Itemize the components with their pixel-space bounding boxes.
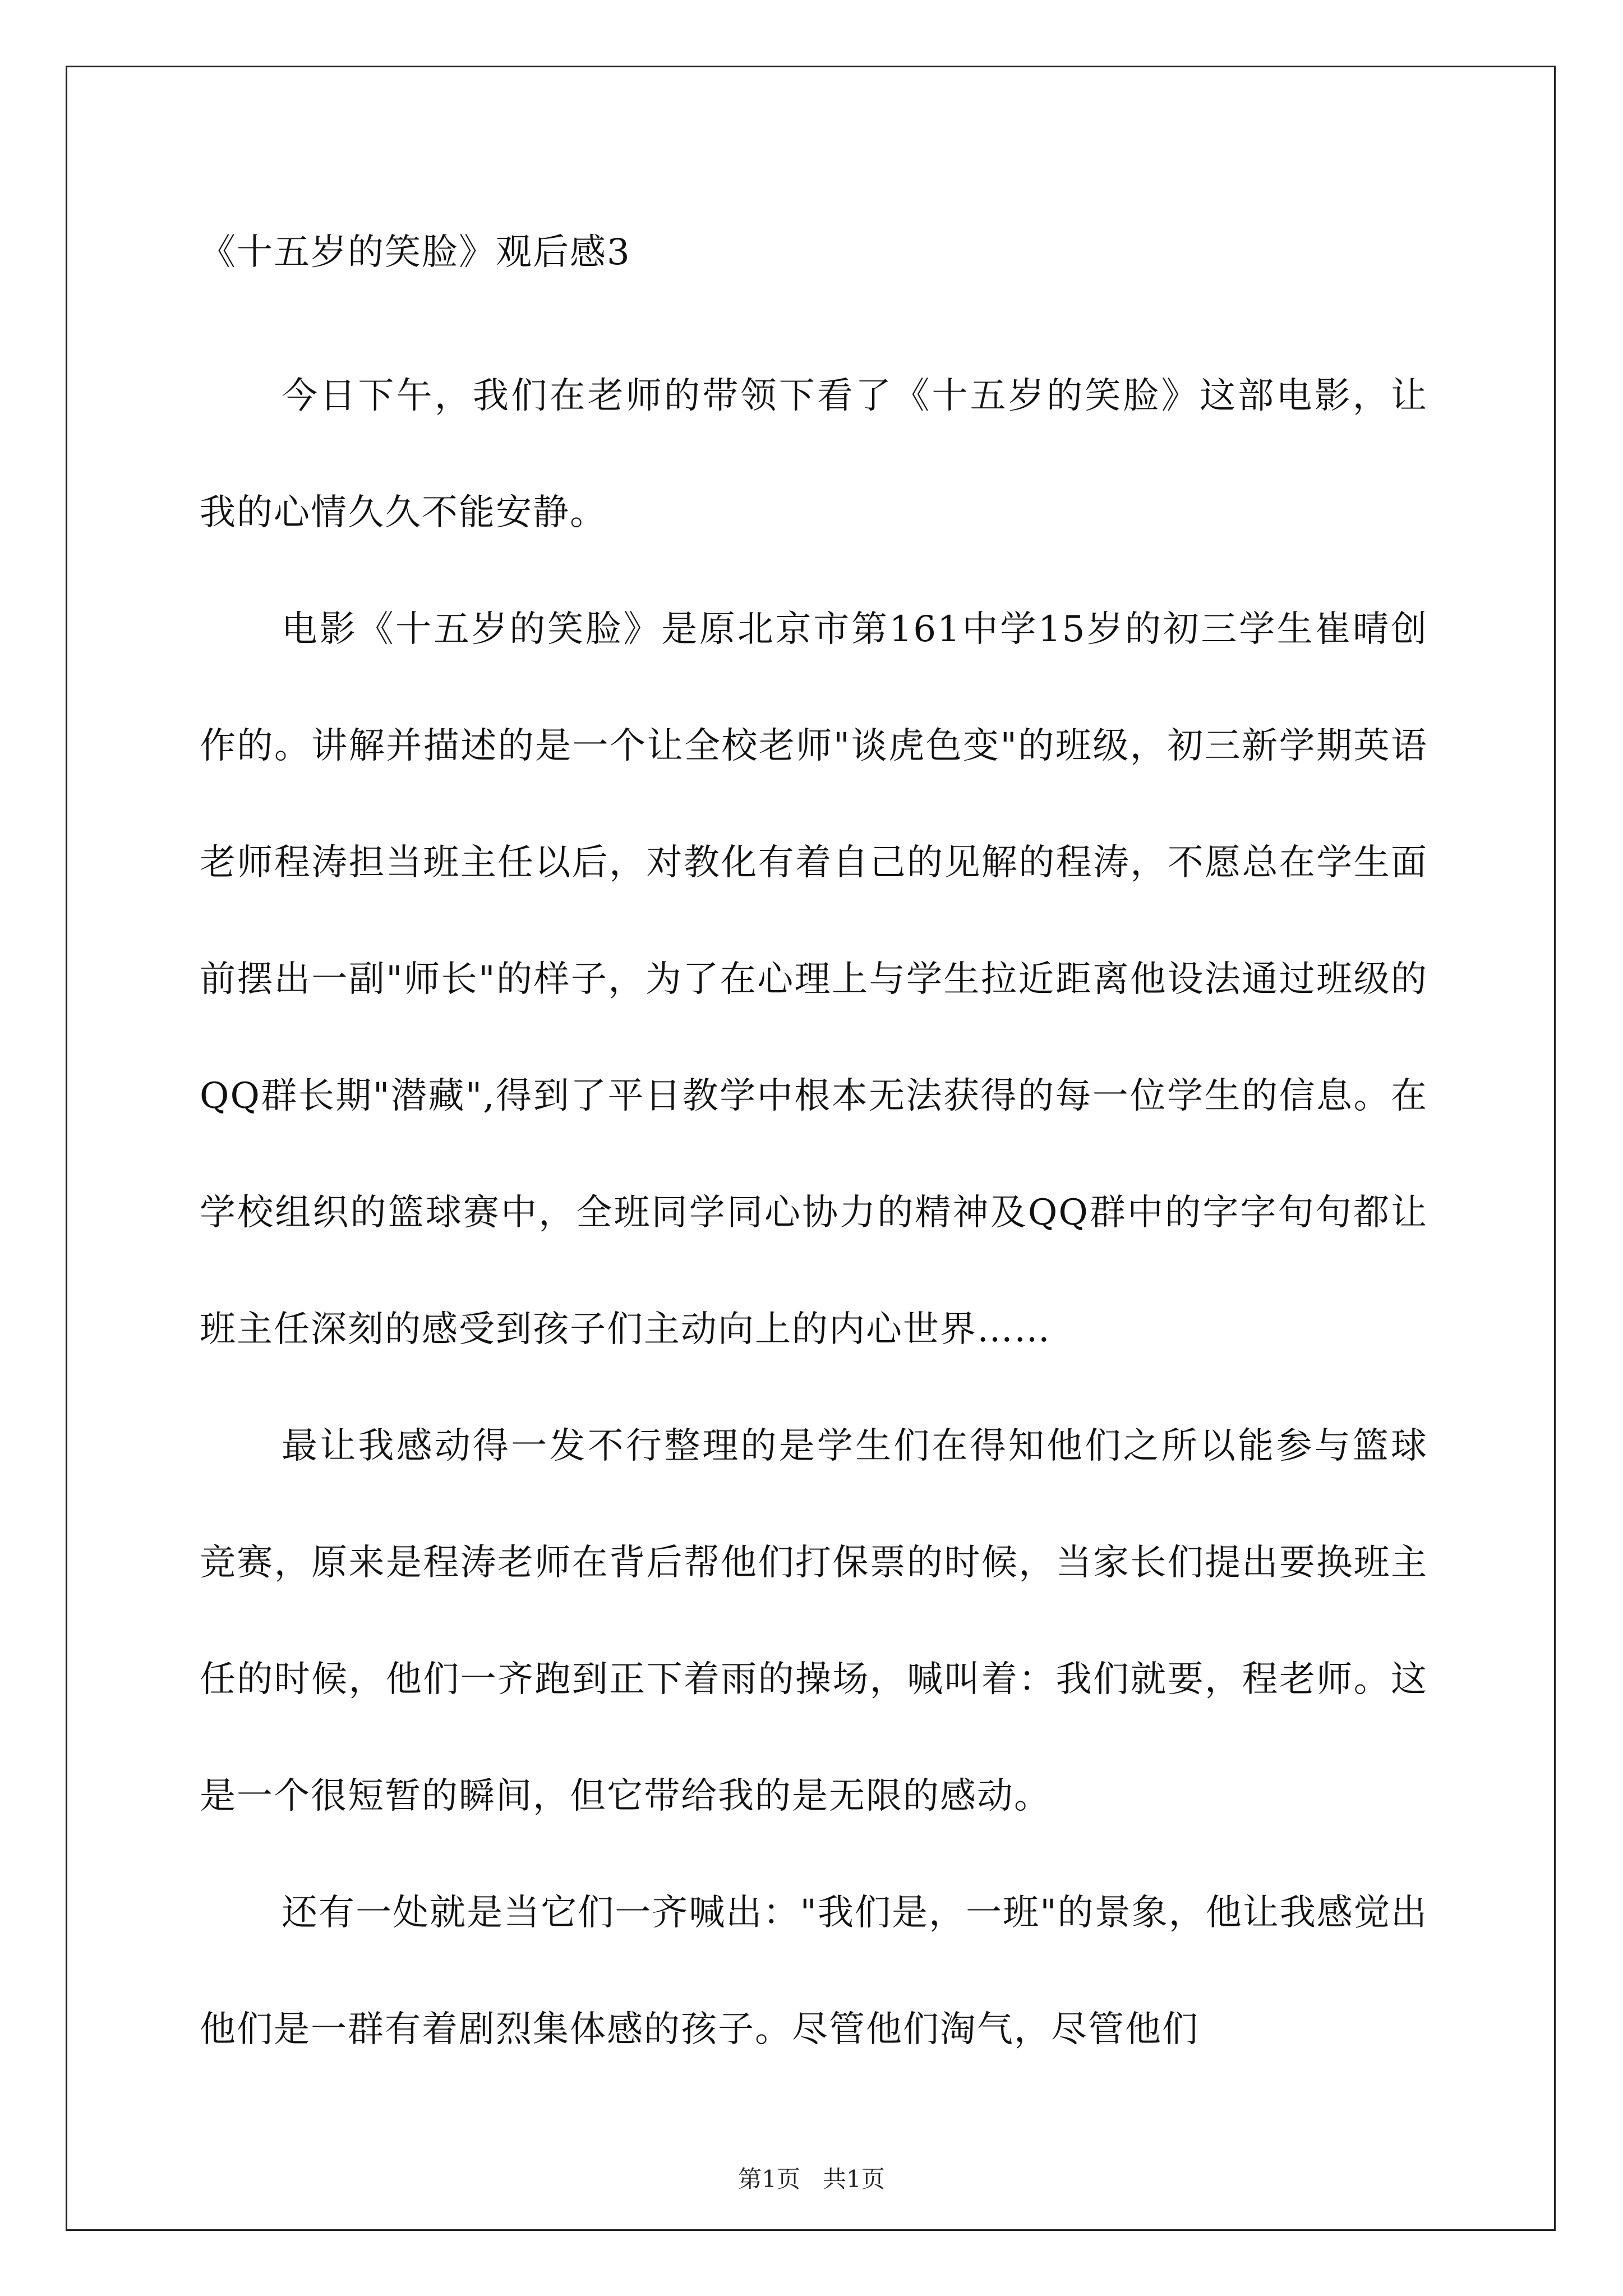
paragraph: 电影《十五岁的笑脸》是原北京市第161中学15岁的初三学生崔晴创作的。讲解并描述的是一个让全校老师"谈虎色变"的班级，初三新学期英语老师程涛担当班主任以后，对教化有着自己的见解的程涛，不愿总在学生面前摆出一副"师长"的样子，为了在心理上与学生拉近距离他设法通过班级的QQ群长期"潜藏",得到了平日教学中根本无法获得的每一位学生的信息。在学校组织的篮球赛中，全班同学同心协力的精神及QQ群中的字字句句都让班主任深刻的感受到孩子们主动向上的内心世界…… <box>200 609 1428 1350</box>
document-title: 《十五岁的笑脸》观后感3 <box>200 232 631 273</box>
document-body <box>200 219 1428 2088</box>
paragraph: 最让我感动得一发不行整理的是学生们在得知他们之所以能参与篮球竞赛，原来是程涛老师在背后帮他们打保票的时候，当家长们提出要换班主任的时候，他们一齐跑到正下着雨的操场，喊叫着：我们就要，程老师。这是一个很短暂的瞬间，但它带给我的是无限的感动。 <box>200 1425 1428 1817</box>
page-number-footer: 第1页 共1页 <box>738 2165 885 2193</box>
paragraph: 还有一处就是当它们一齐喊出："我们是，一班"的景象，他让我感觉出他们是一群有着剧烈集体感的孩子。尽管他们淘气，尽管他们 <box>200 1892 1428 2050</box>
paragraph: 今日下午，我们在老师的带领下看了《十五岁的笑脸》这部电影，让我的心情久久不能安静。 <box>200 375 1428 533</box>
